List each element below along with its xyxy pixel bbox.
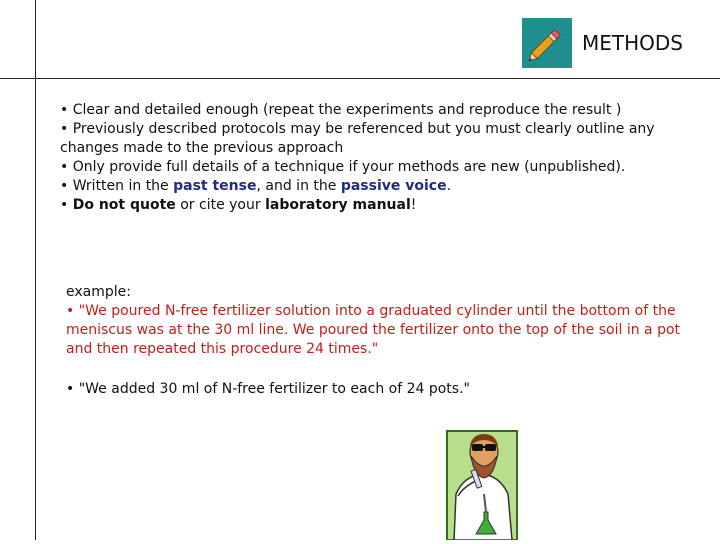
emphasis-do-not-quote: Do not quote (72, 197, 176, 213)
emphasis-past-tense: past tense (173, 178, 257, 194)
vertical-rule (35, 0, 36, 540)
bullet-item (60, 177, 700, 196)
bullet-text: • Clear and detailed enough (repeat the experiments and reproduce the result ) (60, 102, 622, 118)
bullet-item (60, 120, 700, 158)
bullet-text: • Only provide full details of a technique if your methods are new (unpublished). (60, 159, 626, 175)
example-quote-bad: • "We poured N-free fertilizer solution into a graduated cylinder until the bottom of the meniscus was at the 30 ml line. We poured the fertilizer onto the top of the soil in a pot and then repeated this procedure 24 times." (66, 303, 681, 357)
bullet-text: . (446, 178, 452, 194)
emphasis-laboratory-manual: laboratory manual (265, 197, 411, 213)
bullet-text: • (60, 197, 73, 213)
bullet-item (60, 196, 700, 215)
example-quote-good: • "We added 30 ml of N-free fertilizer to each of 24 pots." (66, 381, 470, 397)
page-title: METHODS (582, 31, 683, 55)
bullet-text: • Previously described protocols may be referenced but you must clearly outline any changes made to the previous approach (60, 121, 655, 156)
bullet-item (60, 158, 700, 177)
emphasis-passive-voice: passive voice (340, 178, 447, 194)
scientist-icon (444, 416, 520, 540)
bullet-list (60, 101, 700, 215)
bullet-item (60, 101, 700, 120)
bullet-text: or cite your (175, 197, 266, 213)
bullet-text: • Written in the (60, 178, 174, 194)
example-label: example: (66, 284, 131, 300)
pencil-icon (522, 18, 572, 68)
horizontal-rule (0, 78, 720, 79)
bullet-text: , and in the (256, 178, 341, 194)
bullet-text: ! (410, 197, 417, 213)
example-block (66, 283, 706, 399)
